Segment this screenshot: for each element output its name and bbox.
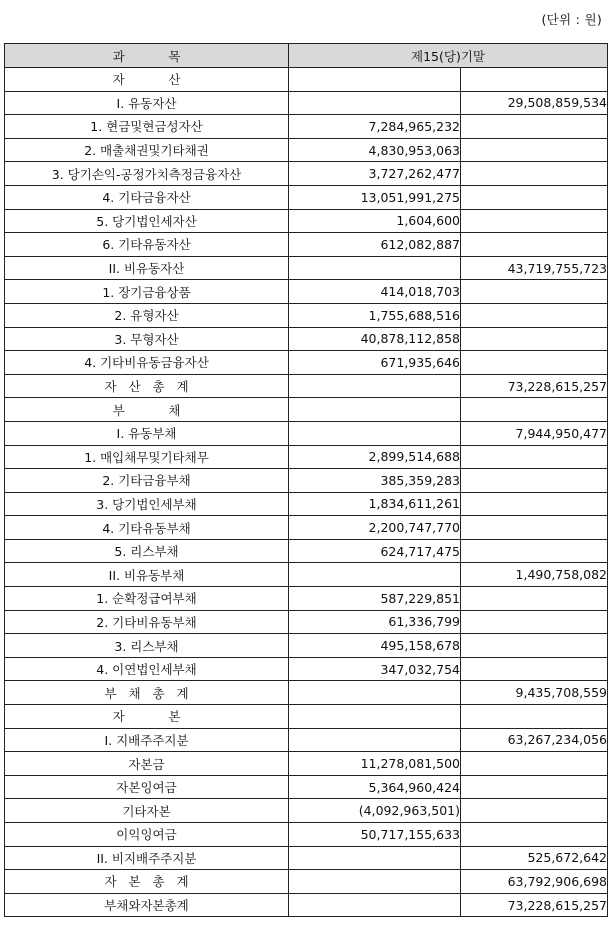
- table-row: [5, 492, 608, 516]
- account-label: II. 비유동자산: [5, 256, 289, 280]
- table-row: [5, 681, 608, 705]
- total-cell: 63,267,234,056: [461, 728, 608, 752]
- amount-cell: 61,336,799: [289, 610, 461, 634]
- amount-cell: 40,878,112,858: [289, 327, 461, 351]
- balance-sheet-table: [4, 43, 608, 917]
- total-cell: [461, 587, 608, 611]
- table-row: [5, 846, 608, 870]
- amount-cell: [289, 563, 461, 587]
- account-label: 4. 기타비유동금융자산: [5, 351, 289, 375]
- table-row: [5, 374, 608, 398]
- table-row: [5, 209, 608, 233]
- account-label: 4. 기타유동부채: [5, 516, 289, 540]
- table-row: [5, 398, 608, 422]
- table-row: [5, 68, 608, 92]
- amount-cell: 587,229,851: [289, 587, 461, 611]
- table-row: [5, 728, 608, 752]
- account-label: 자본잉여금: [5, 775, 289, 799]
- total-cell: 73,228,615,257: [461, 893, 608, 917]
- amount-cell: (4,092,963,501): [289, 799, 461, 823]
- account-label: 3. 리스부채: [5, 634, 289, 658]
- total-cell: [461, 68, 608, 92]
- account-label: 5. 리스부채: [5, 539, 289, 563]
- amount-cell: 2,899,514,688: [289, 445, 461, 469]
- account-label: 2. 유형자산: [5, 303, 289, 327]
- account-label: II. 비지배주주지분: [5, 846, 289, 870]
- account-label: 6. 기타유동자산: [5, 233, 289, 257]
- amount-cell: 11,278,081,500: [289, 752, 461, 776]
- amount-cell: 414,018,703: [289, 280, 461, 304]
- amount-cell: [289, 374, 461, 398]
- total-cell: [461, 799, 608, 823]
- amount-cell: 612,082,887: [289, 233, 461, 257]
- total-cell: [461, 705, 608, 729]
- table-row: [5, 303, 608, 327]
- total-cell: [461, 162, 608, 186]
- amount-cell: 5,364,960,424: [289, 775, 461, 799]
- total-cell: [461, 398, 608, 422]
- total-cell: [461, 610, 608, 634]
- table-row: [5, 351, 608, 375]
- table-row: [5, 233, 608, 257]
- amount-cell: [289, 256, 461, 280]
- amount-cell: [289, 846, 461, 870]
- total-cell: [461, 185, 608, 209]
- account-label: 2. 기타비유동부채: [5, 610, 289, 634]
- amount-cell: 495,158,678: [289, 634, 461, 658]
- account-label: 자 본 총 계: [5, 870, 289, 894]
- total-cell: 7,944,950,477: [461, 421, 608, 445]
- table-row: [5, 327, 608, 351]
- total-cell: [461, 303, 608, 327]
- account-label: 3. 당기손익-공정가치측정금융자산: [5, 162, 289, 186]
- account-label: 자 산: [5, 68, 289, 92]
- account-label: I. 지배주주지분: [5, 728, 289, 752]
- amount-cell: 3,727,262,477: [289, 162, 461, 186]
- amount-cell: [289, 870, 461, 894]
- amount-cell: 1,834,611,261: [289, 492, 461, 516]
- table-row: [5, 516, 608, 540]
- account-label: 2. 매출채권및기타채권: [5, 138, 289, 162]
- amount-cell: 2,200,747,770: [289, 516, 461, 540]
- total-cell: 1,490,758,082: [461, 563, 608, 587]
- total-cell: [461, 138, 608, 162]
- total-cell: [461, 327, 608, 351]
- table-row: [5, 705, 608, 729]
- total-cell: [461, 209, 608, 233]
- total-cell: [461, 634, 608, 658]
- total-cell: [461, 657, 608, 681]
- total-cell: [461, 492, 608, 516]
- amount-cell: [289, 398, 461, 422]
- account-label: 4. 기타금융자산: [5, 185, 289, 209]
- account-label: 부 채 총 계: [5, 681, 289, 705]
- account-label: 4. 이연법인세부채: [5, 657, 289, 681]
- account-label: 자 본: [5, 705, 289, 729]
- account-label: 1. 현금및현금성자산: [5, 115, 289, 139]
- table-row: [5, 893, 608, 917]
- table-row: [5, 563, 608, 587]
- table-row: [5, 421, 608, 445]
- total-cell: 29,508,859,534: [461, 91, 608, 115]
- account-label: 1. 장기금융상품: [5, 280, 289, 304]
- table-row: [5, 870, 608, 894]
- amount-cell: [289, 91, 461, 115]
- table-row: [5, 799, 608, 823]
- amount-cell: 624,717,475: [289, 539, 461, 563]
- total-cell: [461, 469, 608, 493]
- total-cell: [461, 280, 608, 304]
- total-cell: 43,719,755,723: [461, 256, 608, 280]
- table-row: [5, 634, 608, 658]
- account-label: 1. 매입채무및기타채무: [5, 445, 289, 469]
- total-cell: 9,435,708,559: [461, 681, 608, 705]
- account-label: 3. 무형자산: [5, 327, 289, 351]
- account-label: I. 유동부채: [5, 421, 289, 445]
- amount-cell: 7,284,965,232: [289, 115, 461, 139]
- amount-cell: [289, 681, 461, 705]
- amount-cell: [289, 893, 461, 917]
- table-row: [5, 280, 608, 304]
- account-label: 3. 당기법인세부채: [5, 492, 289, 516]
- total-cell: [461, 823, 608, 847]
- header-period: 제15(당)기말: [289, 44, 608, 68]
- table-row: [5, 657, 608, 681]
- table-row: [5, 752, 608, 776]
- table-header-row: [5, 44, 608, 68]
- table-row: [5, 610, 608, 634]
- account-label: 1. 순확정급여부채: [5, 587, 289, 611]
- table-row: [5, 539, 608, 563]
- account-label: 부 채: [5, 398, 289, 422]
- account-label: 자 산 총 계: [5, 374, 289, 398]
- account-label: 자본금: [5, 752, 289, 776]
- table-row: [5, 469, 608, 493]
- table-row: [5, 445, 608, 469]
- total-cell: 73,228,615,257: [461, 374, 608, 398]
- amount-cell: 50,717,155,633: [289, 823, 461, 847]
- total-cell: [461, 775, 608, 799]
- account-label: 이익잉여금: [5, 823, 289, 847]
- amount-cell: 13,051,991,275: [289, 185, 461, 209]
- account-label: 2. 기타금융부채: [5, 469, 289, 493]
- unit-label: (단위 : 원): [541, 12, 602, 27]
- account-label: I. 유동자산: [5, 91, 289, 115]
- amount-cell: 385,359,283: [289, 469, 461, 493]
- amount-cell: 4,830,953,063: [289, 138, 461, 162]
- amount-cell: [289, 728, 461, 752]
- table-row: [5, 823, 608, 847]
- table-row: [5, 138, 608, 162]
- total-cell: [461, 752, 608, 776]
- amount-cell: [289, 421, 461, 445]
- total-cell: [461, 516, 608, 540]
- total-cell: [461, 233, 608, 257]
- amount-cell: 1,604,600: [289, 209, 461, 233]
- account-label: II. 비유동부채: [5, 563, 289, 587]
- total-cell: 525,672,642: [461, 846, 608, 870]
- total-cell: [461, 351, 608, 375]
- amount-cell: 671,935,646: [289, 351, 461, 375]
- amount-cell: [289, 705, 461, 729]
- header-account: 과 목: [5, 44, 289, 68]
- account-label: 5. 당기법인세자산: [5, 209, 289, 233]
- total-cell: [461, 445, 608, 469]
- table-row: [5, 587, 608, 611]
- total-cell: [461, 115, 608, 139]
- table-row: [5, 775, 608, 799]
- table-row: [5, 115, 608, 139]
- table-row: [5, 256, 608, 280]
- total-cell: 63,792,906,698: [461, 870, 608, 894]
- account-label: 부채와자본총계: [5, 893, 289, 917]
- amount-cell: [289, 68, 461, 92]
- amount-cell: 1,755,688,516: [289, 303, 461, 327]
- account-label: 기타자본: [5, 799, 289, 823]
- table-row: [5, 185, 608, 209]
- total-cell: [461, 539, 608, 563]
- amount-cell: 347,032,754: [289, 657, 461, 681]
- table-row: [5, 91, 608, 115]
- table-row: [5, 162, 608, 186]
